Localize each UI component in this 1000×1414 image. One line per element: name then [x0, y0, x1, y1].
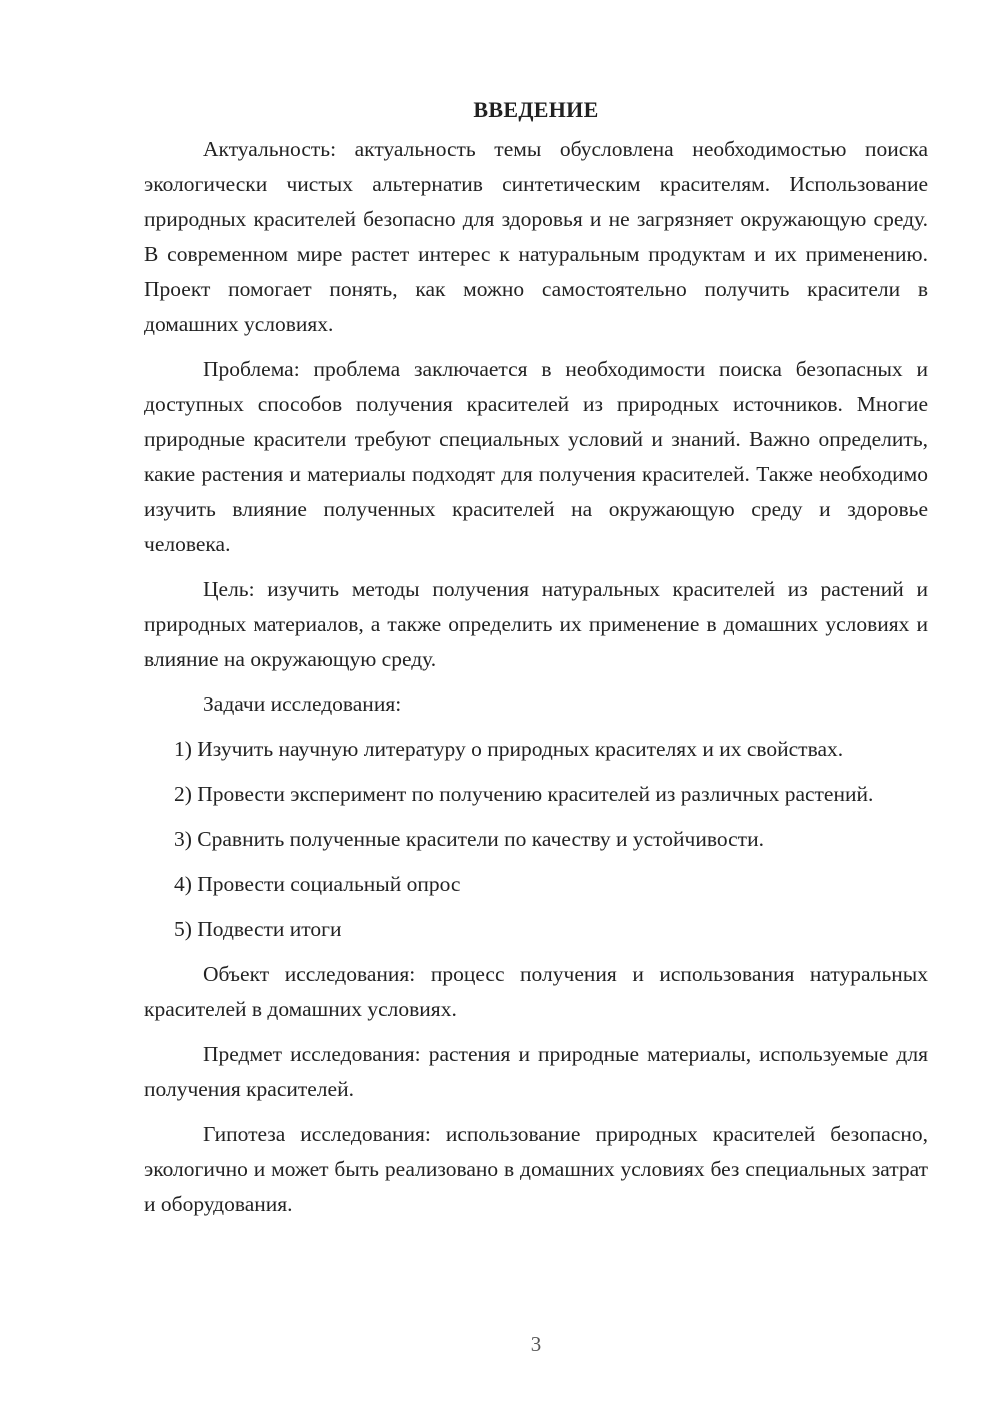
paragraph-problem: Проблема: проблема заключается в необходимости поиска безопасных и доступных способов получения красителей из природных источников. Многие природные красители требуют специальных условий и знаний. Важно определить, какие растения и материалы подходят для получения красителей. Также необходимо изучить влияние полученных красителей на окружающую среду и здоровье человека.: [144, 357, 928, 556]
paragraph-hypothesis: Гипотеза исследования: использование природных красителей безопасно, экологично и может быть реализовано в домашних условиях без специальных затрат и оборудования.: [144, 1122, 928, 1216]
section-title: ВВЕДЕНИЕ: [473, 97, 599, 122]
task-item-2: 2) Провести эксперимент по получению красителей из различных растений.: [174, 782, 874, 806]
tasks-heading: Задачи исследования:: [203, 692, 402, 716]
task-item-5: 5) Подвести итоги: [174, 917, 342, 941]
task-item-4: 4) Провести социальный опрос: [174, 872, 461, 896]
paragraph-goal: Цель: изучить методы получения натуральных красителей из растений и природных материалов, а также определить их применение в домашних условиях и влияние на окружающую среду.: [144, 577, 928, 671]
paragraph-object: Объект исследования: процесс получения и использования натуральных красителей в домашних условиях.: [144, 962, 928, 1021]
document-page: [144, 92, 928, 1232]
page-number: 3: [530, 1332, 542, 1356]
task-item-3: 3) Сравнить полученные красители по качеству и устойчивости.: [174, 827, 764, 851]
paragraph-relevance: Актуальность: актуальность темы обусловлена необходимостью поиска экологически чистых альтернатив синтетическим красителям. Использование природных красителей безопасно для здоровья и не загрязняет окружающую среду. В современном мире растет интерес к натуральным продуктам и их применению. Проект помогает понять, как можно самостоятельно получить красители в домашних условиях.: [144, 137, 928, 336]
paragraph-subject: Предмет исследования: растения и природные материалы, используемые для получения красителей.: [144, 1042, 928, 1101]
task-item-1: 1) Изучить научную литературу о природных красителях и их свойствах.: [174, 737, 844, 761]
